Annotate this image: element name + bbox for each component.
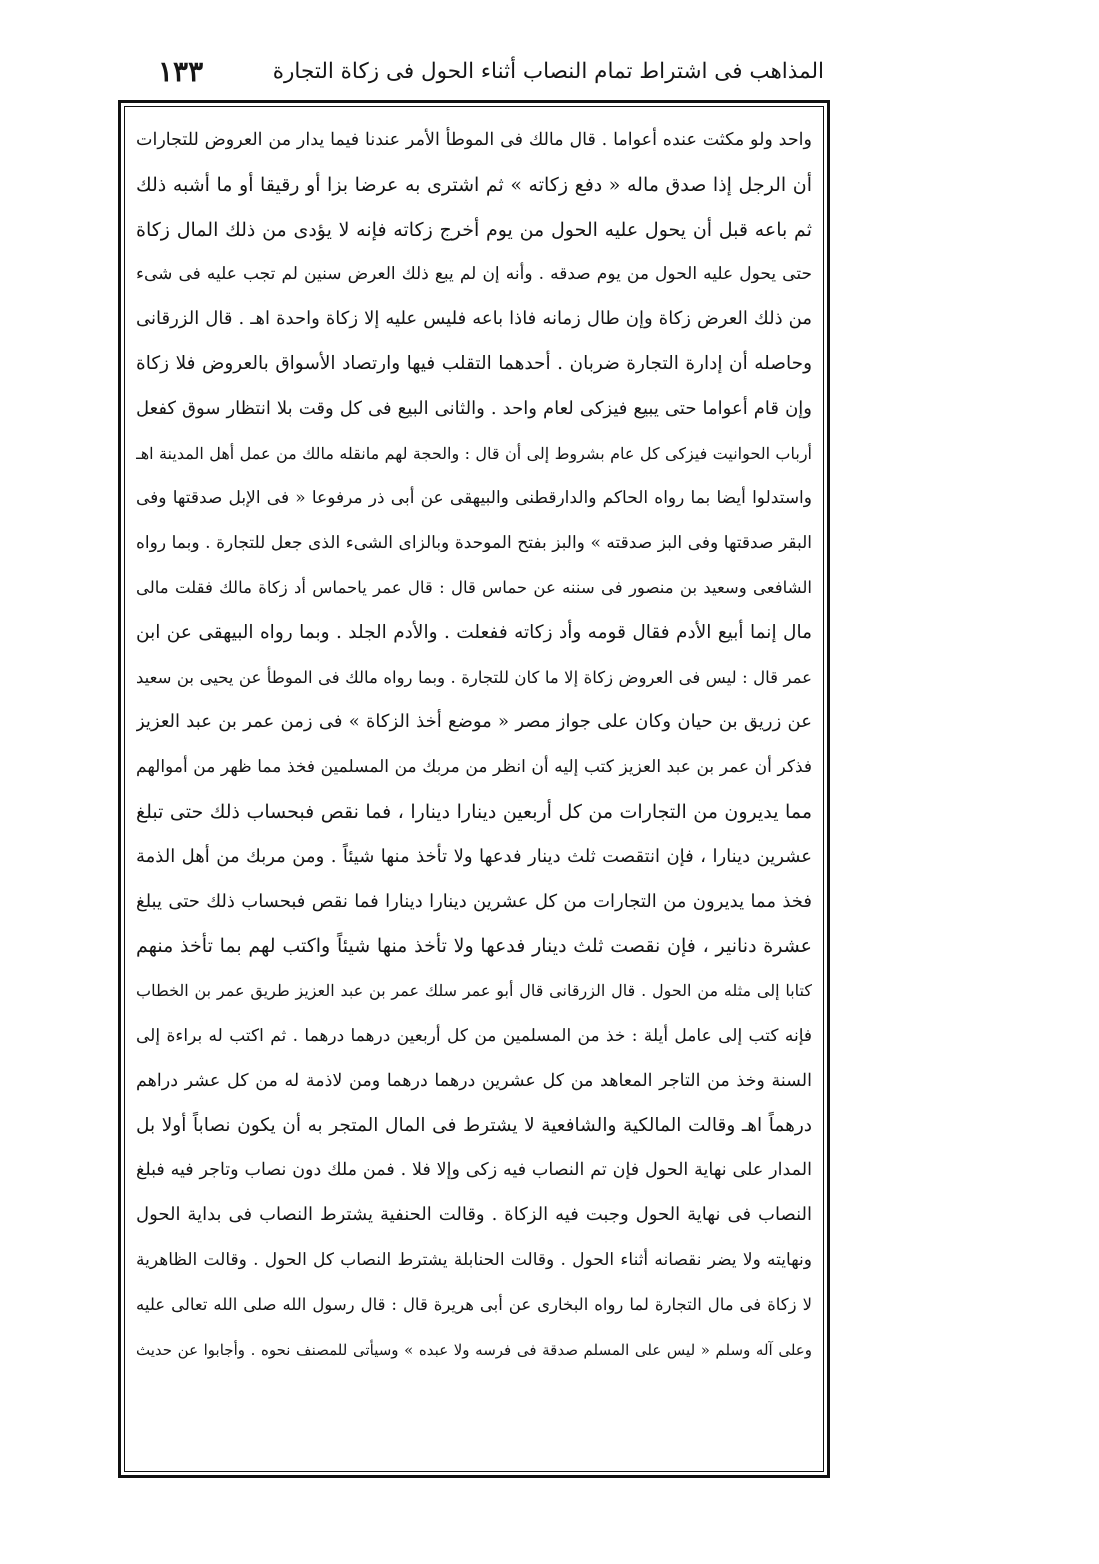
text-line-12: مال إنما أبيع الأدم فقال قومه وأد زكاته ففعلت . والأدم الجلد . وبما رواه البيهقى عن ابن bbox=[136, 621, 812, 643]
text-line-8: أرباب الحوانيت فيزكى كل عام بشروط إلى أن قال : والحجة لهم مانقله مالك من عمل أهل المدينة اهـ bbox=[136, 443, 812, 463]
text-line-9: واستدلوا أيضا بما رواه الحاكم والدارقطنى والبيهقى عن أبى ذر مرفوعا « فى الإبل صدقتها وفى bbox=[136, 488, 812, 509]
text-body bbox=[136, 118, 812, 1462]
text-line-22: السنة وخذ من التاجر المعاهد من كل عشرين درهما درهما ومن لاذمة له من كل عشر دراهم bbox=[136, 1070, 812, 1091]
text-line-17: عشرين دينارا ، فإن انتقصت ثلث دينار فدعها ولا تأخذ منها شيئاً . ومن مربك من أهل الذمة bbox=[136, 845, 812, 867]
text-line-11: الشافعى وسعيد بن منصور فى سننه عن حماس قال : قال عمر ياحماس أد زكاة مالك فقلت مالى bbox=[136, 577, 812, 597]
text-line-1: واحد ولو مكثت عنده أعواما . قال مالك فى الموطأ الأمر عندنا فيما يدار من العروض للتجارات bbox=[136, 130, 812, 150]
text-line-3: ثم باعه قبل أن يحول عليه الحول من يوم أخرج زكاته فإنه لا يؤدى من ذلك المال زكاة bbox=[136, 218, 812, 241]
text-line-19: عشرة دنانير ، فإن نقصت ثلث دينار فدعها ولا تأخذ منها شيئاً واكتب لهم بما تأخذ منهم bbox=[136, 935, 812, 958]
text-line-2: أن الرجل إذا صدق ماله « دفع زكاته » ثم اشترى به عرضا بزا أو رقيقا أو ما أشبه ذلك bbox=[136, 173, 812, 196]
page-number: ١٣٣ bbox=[158, 55, 204, 88]
page-header bbox=[118, 46, 830, 98]
text-line-15: فذكر أن عمر بن عبد العزيز كتب إليه أن انظر من مربك من المسلمين فخذ مما ظهر من أموالهم bbox=[136, 757, 812, 778]
text-line-23: درهماً اهـ وقالت المالكية والشافعية لا يشترط فى المال المتجر به أن يكون نصاباً أولا بل bbox=[136, 1114, 812, 1136]
text-line-14: عن زريق بن حيان وكان على جواز مصر « موضع أخذ الزكاة » فى زمن عمر بن عبد العزيز bbox=[136, 711, 812, 733]
text-line-13: عمر قال : ليس فى العروض زكاة إلا ما كان للتجارة . وبما رواه مالك فى الموطأ عن يحيى بن سعيد bbox=[136, 667, 812, 687]
text-line-5: من ذلك العرض زكاة وإن طال زمانه فاذا باعه فليس عليه إلا زكاة واحدة اهـ . قال الزرقانى bbox=[136, 308, 812, 330]
text-line-6: وحاصله أن إدارة التجارة ضربان . أحدهما التقلب فيها وارتصاد الأسواق بالعروض فلا زكاة bbox=[136, 352, 812, 374]
text-line-10: البقر صدقتها وفى البز صدقته » والبز بفتح الموحدة وبالزاى الشىء الذى جعل للتجارة . وبما رواه bbox=[136, 533, 812, 554]
text-line-20: كتابا إلى مثله من الحول . قال الزرقانى قال أبو عمر سلك عمر بن عبد العزيز طريق عمر بن الخطاب bbox=[136, 981, 812, 1001]
text-line-26: ونهايته ولا يضر نقصانه أثناء الحول . وقالت الحنابلة يشترط النصاب كل الحول . وقالت الظاهرية bbox=[136, 1249, 812, 1270]
running-header-title: المذاهب فى اشتراط تمام النصاب أثناء الحول فى زكاة التجارة bbox=[272, 59, 824, 84]
text-line-16: مما يديرون من التجارات من كل أربعين دينارا دينارا ، فما نقص فبحساب ذلك حتى تبلغ bbox=[136, 800, 812, 823]
text-line-7: وإن قام أعواما حتى يبيع فيزكى لعام واحد . والثانى البيع فى كل وقت بلا انتظار سوق كفعل bbox=[136, 397, 812, 419]
text-line-21: فإنه كتب إلى عامل أيلة : خذ من المسلمين من كل أربعين درهما درهما . ثم اكتب له براءة إلى bbox=[136, 1025, 812, 1046]
text-line-18: فخذ مما يديرون من التجارات من كل عشرين دينارا دينارا فما نقص فبحساب ذلك حتى يبلغ bbox=[136, 890, 812, 912]
text-line-24: المدار على نهاية الحول فإن تم النصاب فيه زكى وإلا فلا . فمن ملك دون نصاب وتاجر فيه فبلغ bbox=[136, 1160, 812, 1181]
text-line-4: حتى يحول عليه الحول من يوم صدقه . وأنه إن لم يبع ذلك العرض سنين لم تجب عليه فى شىء bbox=[136, 264, 812, 285]
text-line-28: وعلى آله وسلم « ليس على المسلم صدقة فى فرسه ولا عبده » وسيأتى للمصنف نحوه . وأجابوا عن حديث bbox=[136, 1340, 812, 1359]
text-line-25: النصاب فى نهاية الحول وجبت فيه الزكاة . وقالت الحنفية يشترط النصاب فى بداية الحول bbox=[136, 1204, 812, 1226]
text-line-27: لا زكاة فى مال التجارة لما رواه البخارى عن أبى هريرة قال : قال رسول الله صلى الله تعالى عليه bbox=[136, 1294, 812, 1314]
